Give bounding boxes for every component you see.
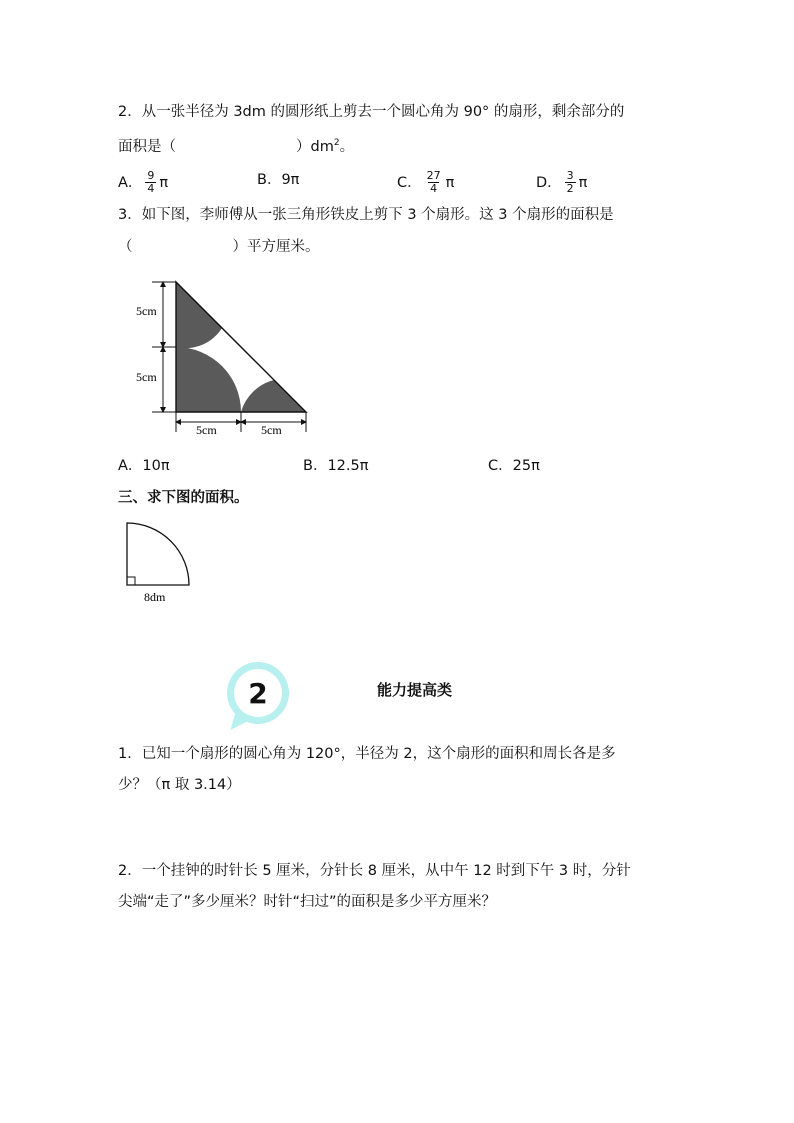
q2-option-a-letter: A．: [118, 174, 143, 191]
q3-option-a-letter: A．: [118, 458, 143, 474]
q3-line2: [118, 237, 320, 257]
p1-line2: 少？（π 取 3.14）: [118, 777, 241, 793]
q2-line2-pre: 面积是（: [118, 138, 176, 155]
q2-options: [118, 169, 678, 195]
bottom-left-sector: [176, 347, 241, 412]
p1-line1: 1．已知一个扇形的圆心角为 120°，半径为 2，这个扇形的面积和周长各是多: [118, 746, 616, 762]
q2-option-d-num: 3: [566, 169, 574, 182]
q3-options: [118, 456, 678, 478]
q2-option-b[interactable]: [257, 170, 299, 190]
q2-option-d-den: 2: [566, 182, 574, 195]
q2-line2-mid: ）dm: [296, 138, 334, 155]
q3-option-a[interactable]: [118, 456, 170, 476]
q3-option-b-letter: B．: [303, 458, 328, 474]
p2-line2: 尖端“走了”多少厘米？时针“扫过”的面积是多少平方厘米？: [118, 894, 497, 910]
dim-label-left-top: 5cm: [136, 304, 157, 318]
q3-line2-open: （: [118, 239, 133, 255]
q2-sup: 2: [333, 138, 340, 148]
q2-option-a-fraction: [145, 170, 156, 195]
q2-option-d-suffix: π: [578, 174, 588, 191]
q3-line1: 3．如下图，李师傅从一张三角形铁皮上剪下 3 个扇形。这 3 个扇形的面积是: [118, 207, 614, 223]
p2-line1: 2．一个挂钟的时针长 5 厘米，分针长 8 厘米，从中午 12 时到下午 3 时，分针: [118, 863, 631, 879]
q3-line2-close: ）平方厘米。: [232, 239, 320, 255]
q2-option-c-fraction: [425, 170, 443, 195]
q2-option-b-letter: B．: [257, 172, 282, 188]
section-title: 能力提高类: [377, 681, 453, 699]
q2-option-d[interactable]: [536, 170, 587, 195]
section3-heading: 三、求下图的面积。: [118, 490, 249, 506]
q3-option-c-letter: C．: [488, 458, 513, 474]
q2-line2: [118, 133, 354, 157]
q2-option-a-den: 4: [147, 182, 155, 195]
q2-option-a-num: 9: [147, 169, 155, 182]
bottom-right-sector: [241, 380, 306, 412]
dim-label-bottom-right: 5cm: [261, 423, 282, 437]
dim-label-left-bottom: 5cm: [136, 370, 157, 384]
q3-triangle-figure: [120, 270, 320, 440]
q3-option-a-text: 10π: [142, 458, 170, 474]
q3-option-b-text: 12.5π: [327, 458, 369, 474]
right-angle-mark: [127, 577, 135, 585]
q3-option-b[interactable]: [303, 456, 368, 476]
quarter-circle-outline: [127, 523, 189, 585]
q2-option-a[interactable]: [118, 170, 168, 195]
q2-option-c-den: 4: [430, 182, 438, 195]
quarter-circle-figure: [120, 515, 200, 605]
quarter-circle-dim-label: 8dm: [144, 590, 166, 604]
q2-option-c[interactable]: [397, 170, 454, 195]
q2-option-b-text: 9π: [281, 172, 300, 188]
q3-option-c-text: 25π: [512, 458, 540, 474]
top-sector: [176, 282, 222, 348]
q3-option-c[interactable]: [488, 456, 540, 476]
q2-option-a-suffix: π: [159, 174, 169, 191]
q2-line2-end: 。: [339, 138, 355, 155]
q2-option-c-num: 27: [426, 169, 441, 182]
q2-line1: 2．从一张半径为 3dm 的圆形纸上剪去一个圆心角为 90° 的扇形，剩余部分的: [118, 104, 625, 120]
section-badge: [222, 656, 302, 736]
q2-option-d-fraction: [565, 170, 576, 195]
q2-option-d-letter: D．: [536, 174, 562, 191]
badge-number: 2: [248, 677, 268, 710]
q2-option-c-suffix: π: [445, 174, 455, 191]
q2-option-c-letter: C．: [397, 174, 422, 191]
dim-label-bottom-left: 5cm: [196, 423, 217, 437]
